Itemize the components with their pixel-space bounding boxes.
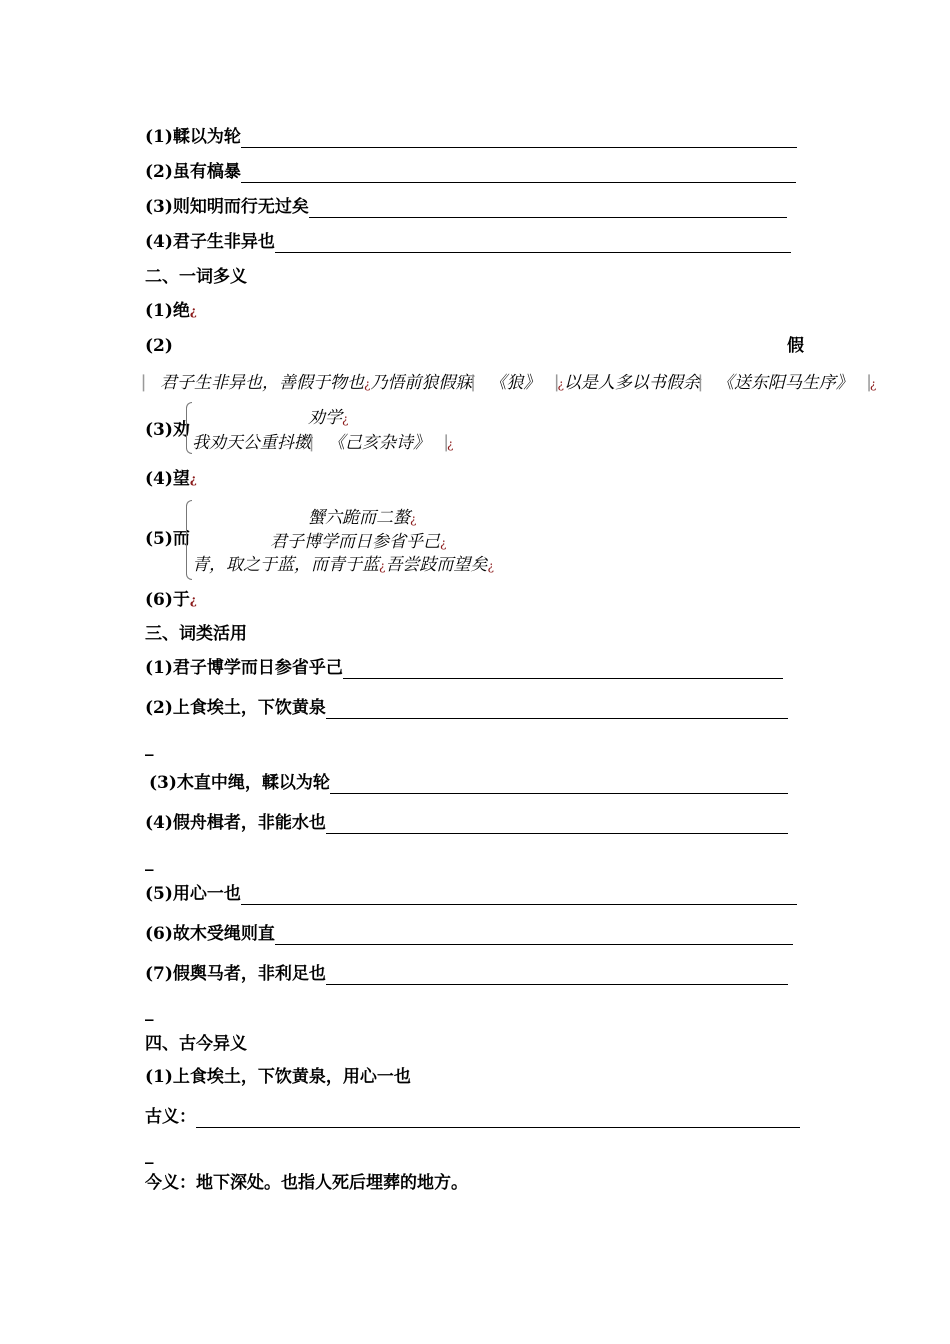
marker: ¿ <box>447 437 454 451</box>
s2-item-5-line-3 <box>192 550 494 575</box>
marker: ¿ <box>364 377 371 391</box>
answer-blank[interactable] <box>241 164 796 183</box>
marker: ¿ <box>189 593 197 607</box>
source: 《己亥杂诗》 <box>328 433 430 453</box>
item-text: 上食埃土，下饮黄泉，用心一也 <box>172 1067 411 1087</box>
item-num: (3) <box>145 197 173 217</box>
answer-blank[interactable] <box>275 926 793 945</box>
s4-item-1 <box>145 1066 411 1088</box>
marker: ¿ <box>869 377 877 391</box>
s3-item-3 <box>149 772 788 794</box>
gu-yi-label: 古义： <box>145 1107 196 1127</box>
answer-blank[interactable] <box>326 815 788 834</box>
s1-item-1 <box>145 126 797 148</box>
item-num: (3) <box>145 420 173 440</box>
item-word: 绝 <box>172 301 190 321</box>
trailing-underscore: _ <box>145 852 154 872</box>
item-text: 上食埃土，下饮黄泉 <box>172 698 326 718</box>
answer-blank[interactable] <box>330 775 788 794</box>
item-num: (2) <box>145 698 173 718</box>
s3-item-1 <box>145 657 783 679</box>
item-num: (1) <box>145 301 173 321</box>
line-text: 蟹六跪而二螯 <box>308 508 410 528</box>
item-text: 则知明而行无过矣 <box>172 197 309 217</box>
answer-blank[interactable] <box>196 1109 800 1128</box>
item-text: 木直中绳，輮以为轮 <box>176 773 330 793</box>
line-text: 劝学 <box>308 408 342 428</box>
answer-blank[interactable] <box>241 129 797 148</box>
answer-blank[interactable] <box>326 700 788 719</box>
item-num: (1) <box>145 127 173 147</box>
line-text: 我劝天公重抖擞 <box>192 433 311 453</box>
item-text: 君子博学而日参省乎己 <box>172 658 343 678</box>
jin-yi-text: 地下深处。也指人死后埋葬的地方。 <box>196 1173 468 1193</box>
s2-item-4 <box>145 468 197 490</box>
s2-item-1 <box>145 300 197 322</box>
line-text: 君子生非异也，善假于物也 <box>160 373 364 393</box>
item-num: (6) <box>145 924 173 944</box>
s2-item-2-num: (2) <box>145 336 173 356</box>
s3-item-4 <box>145 812 788 834</box>
item-word: 望 <box>172 469 190 489</box>
jin-yi-label: 今义： <box>145 1173 196 1193</box>
s2-item-5 <box>145 528 190 550</box>
section3-heading: 三、词类活用 <box>145 624 247 644</box>
item-text: 故木受绳则直 <box>172 924 275 944</box>
item-num: (3) <box>149 773 177 793</box>
s1-item-2 <box>145 161 796 183</box>
marker: ¿ <box>379 559 386 573</box>
answer-blank[interactable] <box>275 234 791 253</box>
trailing-underscore: _ <box>145 1002 154 1022</box>
s3-item-7 <box>145 963 788 985</box>
answer-blank[interactable] <box>309 199 787 218</box>
s2-item-2-line: ⎸君子生非异也，善假于物也¿乃悟前狼假寐⎸《狼》⎹¿以是人多以书假余⎸《送东阳马生序》⎹¿ <box>143 373 877 393</box>
bracket: ⎸ <box>143 373 160 393</box>
marker: ¿ <box>487 559 494 573</box>
s2-item-6 <box>145 589 197 611</box>
s2-item-3-line-1 <box>308 403 348 428</box>
marker: ¿ <box>189 304 197 318</box>
item-text: 君子生非异也 <box>172 232 275 252</box>
s1-item-3 <box>145 196 787 218</box>
marker: ¿ <box>557 377 564 391</box>
line-text: 乃悟前狼假寐 <box>370 373 473 393</box>
s3-item-6 <box>145 923 793 945</box>
item-num: (5) <box>145 529 173 549</box>
marker: ¿ <box>410 512 417 526</box>
item-text: 假舆马者，非利足也 <box>172 964 326 984</box>
answer-blank[interactable] <box>343 660 783 679</box>
s2-item-3 <box>145 419 190 441</box>
item-num: (4) <box>145 469 173 489</box>
item-num: (5) <box>145 884 173 904</box>
s1-item-4 <box>145 231 791 253</box>
gu-yi-row <box>145 1106 800 1128</box>
marker: ¿ <box>342 412 349 426</box>
source: 《狼》 <box>489 373 541 393</box>
item-text: 虽有槁暴 <box>172 162 241 182</box>
jin-yi-row <box>145 1172 468 1194</box>
s2-item-5-line-2 <box>270 527 446 552</box>
line-text: 青，取之于蓝，而青于蓝 <box>192 555 379 575</box>
trailing-underscore: _ <box>145 1145 154 1165</box>
s3-item-2 <box>145 697 788 719</box>
s2-item-5-line-1 <box>308 503 416 528</box>
item-word: 劝 <box>172 420 190 440</box>
item-num: (4) <box>145 813 173 833</box>
s2-item-2-word: 假 <box>787 336 804 356</box>
line-text: 吾尝跂而望矣 <box>385 555 488 575</box>
item-text: 輮以为轮 <box>172 127 241 147</box>
item-word: 于 <box>172 590 190 610</box>
item-num: (1) <box>145 1067 173 1087</box>
s3-item-5 <box>145 883 797 905</box>
line-text: 以是人多以书假余 <box>563 373 700 393</box>
marker: ¿ <box>189 472 197 486</box>
trailing-underscore: _ <box>145 737 154 757</box>
marker: ¿ <box>440 536 447 550</box>
item-num: (2) <box>145 162 173 182</box>
item-text: 用心一也 <box>172 884 241 904</box>
section4-heading: 四、古今异义 <box>145 1034 247 1054</box>
item-num: (7) <box>145 964 173 984</box>
item-text: 假舟楫者，非能水也 <box>172 813 326 833</box>
answer-blank[interactable] <box>326 966 788 985</box>
answer-blank[interactable] <box>241 886 797 905</box>
item-num: (6) <box>145 590 173 610</box>
line-text: 君子博学而日参省乎己 <box>270 532 440 552</box>
section2-heading: 二、一词多义 <box>145 267 247 287</box>
source: 《送东阳马生序》 <box>716 373 853 393</box>
s2-item-3-line-2: 我劝天公重抖擞⎸《己亥杂诗》⎹¿ <box>192 433 454 453</box>
item-num: (4) <box>145 232 173 252</box>
item-num: (1) <box>145 658 173 678</box>
item-word: 而 <box>172 529 190 549</box>
